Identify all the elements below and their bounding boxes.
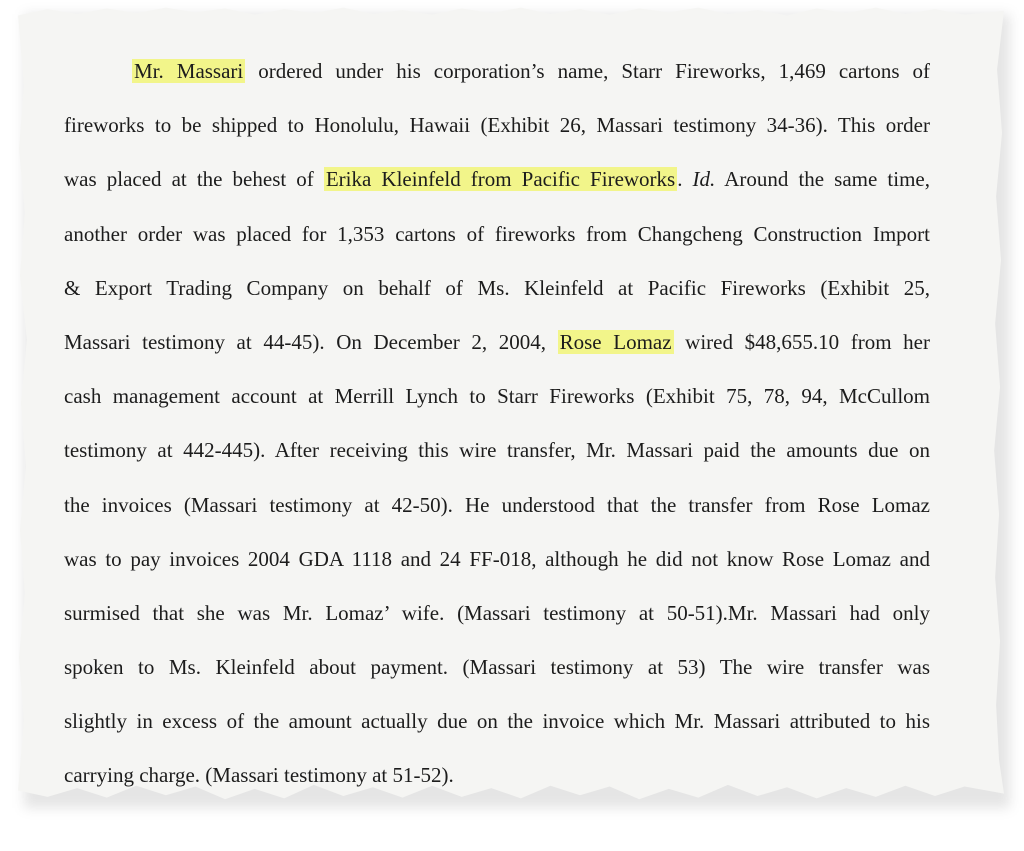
text-line-3 [64, 152, 930, 206]
text-line-1 [64, 44, 930, 98]
text-line-12: spoken to Ms. Kleinfeld about payment. (Massari testimony at 53) The wire transfer was [64, 655, 930, 680]
line-6-after: wired $48,655.10 from her [673, 329, 930, 354]
text-line-2: fireworks to be shipped to Honolulu, Hawaii (Exhibit 26, Massari testimony 34-36). This order [64, 113, 930, 138]
text-line-14: carrying charge. (Massari testimony at 51-52). [64, 763, 454, 788]
text-line-7: cash management account at Merrill Lynch to Starr Fireworks (Exhibit 75, 78, 94, McCullom [64, 384, 930, 409]
text-line-13: slightly in excess of the amount actually due on the invoice which Mr. Massari attributed to his [64, 709, 930, 734]
line-6-before: Massari testimony at 44-45). On December 2, 2004, [64, 329, 558, 354]
highlight-mr-massari: Mr. Massari [134, 59, 244, 83]
text-line-8: testimony at 442-445). After receiving this wire transfer, Mr. Massari paid the amounts due on [64, 438, 930, 463]
highlight-rose-lomaz: Rose Lomaz [559, 329, 672, 354]
text-line-6 [64, 315, 930, 369]
id-citation: Id. [692, 167, 716, 192]
text-line-4: another order was placed for 1,353 cartons of fireworks from Changcheng Construction Import [64, 221, 930, 246]
text-line-11: surmised that she was Mr. Lomaz’ wife. (Massari testimony at 50-51).Mr. Massari had only [64, 600, 930, 625]
text-line-9: the invoices (Massari testimony at 42-50). He understood that the transfer from Rose Lomaz [64, 492, 930, 517]
line-3-after: . Id. Around the same time, [677, 167, 930, 192]
line-1-after: ordered under his corporation’s name, Starr Fireworks, 1,469 cartons of [245, 59, 931, 83]
text-line-5: & Export Trading Company on behalf of Ms. Kleinfeld at Pacific Fireworks (Exhibit 25, [64, 275, 930, 300]
document-paragraph [64, 44, 930, 803]
text-line-10: was to pay invoices 2004 GDA 1118 and 24 FF-018, although he did not know Rose Lomaz and [64, 546, 930, 571]
line-3-before: was placed at the behest of [64, 167, 324, 192]
highlight-erika-kleinfeld: Erika Kleinfeld from Pacific Fireworks [325, 167, 676, 192]
